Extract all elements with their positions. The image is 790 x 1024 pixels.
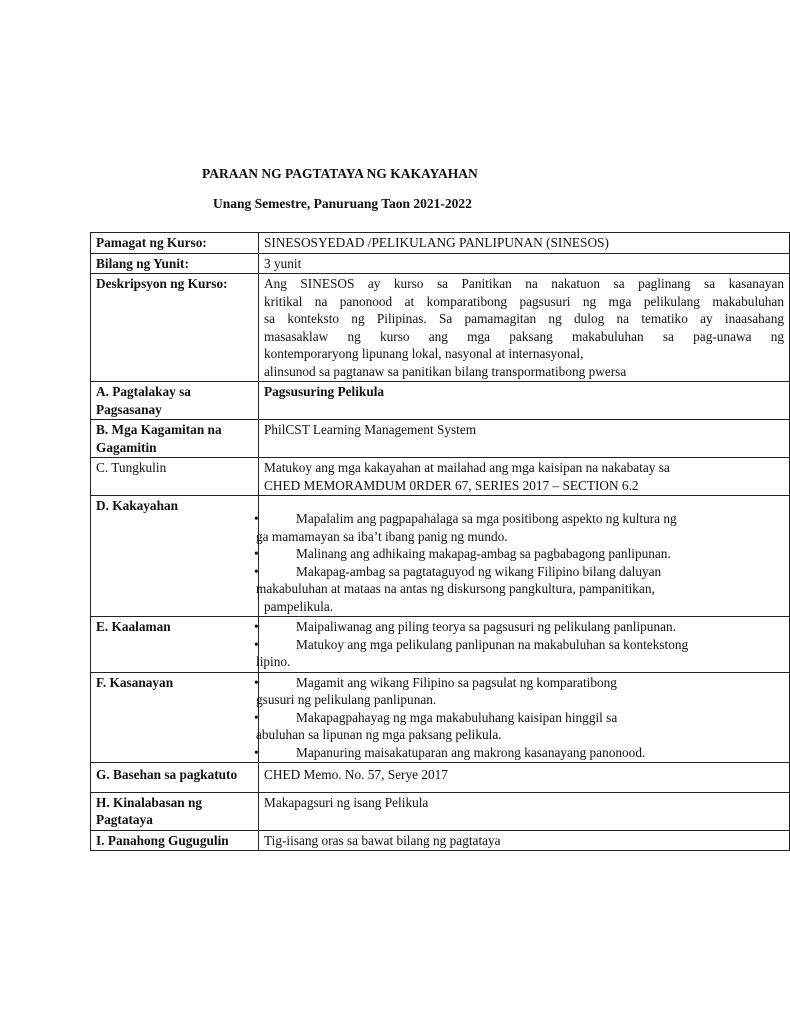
- table-row: [91, 253, 790, 274]
- value-pagtalakay: Pagsusuring Pelikula: [259, 382, 790, 420]
- assessment-table: [90, 232, 790, 851]
- table-row: [91, 496, 790, 617]
- bullet-icon: •: [254, 709, 259, 725]
- table-row: [91, 233, 790, 254]
- bullet-icon: •: [254, 563, 259, 579]
- value-pamagat: SINESOSYEDAD /PELIKULANG PANLIPUNAN (SINESOS): [259, 233, 790, 254]
- label-line: Pagsasanay: [96, 401, 162, 417]
- label-tungkulin: C. Tungkulin: [91, 458, 259, 496]
- label-basehan: G. Basehan sa pagkatuto: [91, 763, 259, 793]
- label-pagtalakay: [91, 382, 259, 420]
- desc-line: sa konteksto ng Pilipinas. Sa pamamagitan ng dulog na tematiko ay inaasahang: [264, 311, 784, 326]
- list-item-continuation: makabuluhan at mataas na antas ng diskursong pangkultura, pampanitikan,: [256, 581, 655, 596]
- list-item-continuation: pampelikula.: [264, 598, 334, 614]
- value-kasanayan: [254, 672, 790, 763]
- label-kagamitan: [91, 420, 259, 458]
- label-bilang: Bilang ng Yunit:: [91, 253, 259, 274]
- document-subtitle: Unang Semestre, Panuruang Taon 2021-2022: [213, 196, 472, 211]
- label-line: A. Pagtalakay sa: [96, 384, 191, 399]
- list-item: • Mapanuring maisakatuparan ang makrong kasanayang panonood.: [254, 744, 646, 760]
- list-item-continuation: ga mamamayan sa iba’t ibang panig ng mundo.: [256, 528, 508, 544]
- label-line: Gagamitin: [96, 439, 157, 455]
- text-line: CHED MEMORAMDUM 0RDER 67, SERIES 2017 – SECTION 6.2: [264, 477, 639, 493]
- label-line: H. Kinalabasan ng: [96, 794, 203, 810]
- table-row: [91, 792, 790, 830]
- list-item: • Matukoy ang mga pelikulang panlipunan na makabuluhan sa kontekstong: [254, 636, 689, 652]
- label-kinalabasan: [91, 792, 259, 830]
- list-item: • Makapag-ambag sa pagtataguyod ng wikang Filipino bilang daluyan: [254, 563, 662, 579]
- value-kagamitan: PhilCST Learning Management System: [259, 420, 790, 458]
- table-row: [91, 420, 790, 458]
- value-basehan: CHED Memo. No. 57, Serye 2017: [259, 763, 790, 793]
- desc-line: Ang SINESOS ay kurso sa Panitikan na nakatuon sa paglinang sa kasanayan: [264, 276, 784, 291]
- value-kinalabasan: Makapagsuri ng isang Pelikula: [259, 792, 790, 830]
- label-kakayahan: D. Kakayahan: [91, 496, 259, 617]
- value-kaalaman: [254, 617, 790, 673]
- bullet-icon: •: [254, 546, 259, 561]
- desc-line: masasaklaw ng kurso ang mga paksang makabuluhan sa pag-unawa ng: [264, 328, 784, 344]
- label-deskripsyon: Deskripsyon ng Kurso:: [91, 274, 259, 382]
- table-row: [91, 382, 790, 420]
- document-title: PARAAN NG PAGTATAYA NG KAKAYAHAN: [202, 166, 478, 181]
- list-item: • Magamit ang wikang Filipino sa pagsulat ng komparatibong: [254, 674, 617, 690]
- table-row: [91, 274, 790, 382]
- value-bilang: 3 yunit: [259, 253, 790, 274]
- list-item: • Malinang ang adhikaing makapag-ambag sa pagbabagong panlipunan.: [254, 546, 671, 561]
- desc-line: kritikal na panonood at komparatibong pagsusuri ng mga pelikulang makabuluhan: [264, 293, 784, 309]
- desc-line: kontemporaryong lipunang lokal, nasyonal at internasyonal,: [264, 346, 584, 361]
- label-kasanayan: F. Kasanayan: [91, 672, 259, 763]
- table-row: [91, 672, 790, 763]
- list-item: • Mapalalim ang pagpapahalaga sa mga positibong aspekto ng kultura ng: [254, 511, 677, 526]
- label-line: B. Mga Kagamitan na: [96, 422, 222, 437]
- table-row: [91, 763, 790, 793]
- bullet-icon: •: [254, 744, 259, 760]
- table-row: [91, 617, 790, 673]
- text-line: Matukoy ang mga kakayahan at mailahad ang mga kaisipan na nakabatay sa: [264, 460, 670, 475]
- value-panahon: Tig-iisang oras sa bawat bilang ng pagtataya: [259, 830, 790, 851]
- table-row: [91, 458, 790, 496]
- list-item-continuation: gsusuri ng pelikulang panlipunan.: [256, 692, 437, 707]
- table-row: [91, 830, 790, 851]
- desc-line: alinsunod sa pagtanaw sa panitikan bilang transpormatibong pwersa: [264, 363, 627, 379]
- label-pamagat: Pamagat ng Kurso:: [91, 233, 259, 254]
- label-panahon: I. Panahong Gugugulin: [91, 830, 259, 851]
- bullet-icon: •: [254, 619, 259, 634]
- label-kaalaman: E. Kaalaman: [91, 617, 259, 673]
- list-item: • Makapagpahayag ng mga makabuluhang kaisipan hinggil sa: [254, 709, 618, 725]
- bullet-icon: •: [254, 636, 259, 652]
- value-tungkulin: [259, 458, 790, 496]
- list-item-continuation: lipino.: [256, 654, 291, 669]
- bullet-icon: •: [254, 511, 259, 526]
- value-deskripsyon: [259, 274, 790, 382]
- list-item: • Maipaliwanag ang piling teorya sa pagsusuri ng pelikulang panlipunan.: [254, 619, 676, 634]
- label-line: Pagtataya: [96, 812, 153, 827]
- bullet-icon: •: [254, 674, 259, 690]
- list-item-continuation: abuluhan sa lipunan ng mga paksang pelikula.: [256, 727, 502, 742]
- value-kakayahan: [254, 496, 790, 617]
